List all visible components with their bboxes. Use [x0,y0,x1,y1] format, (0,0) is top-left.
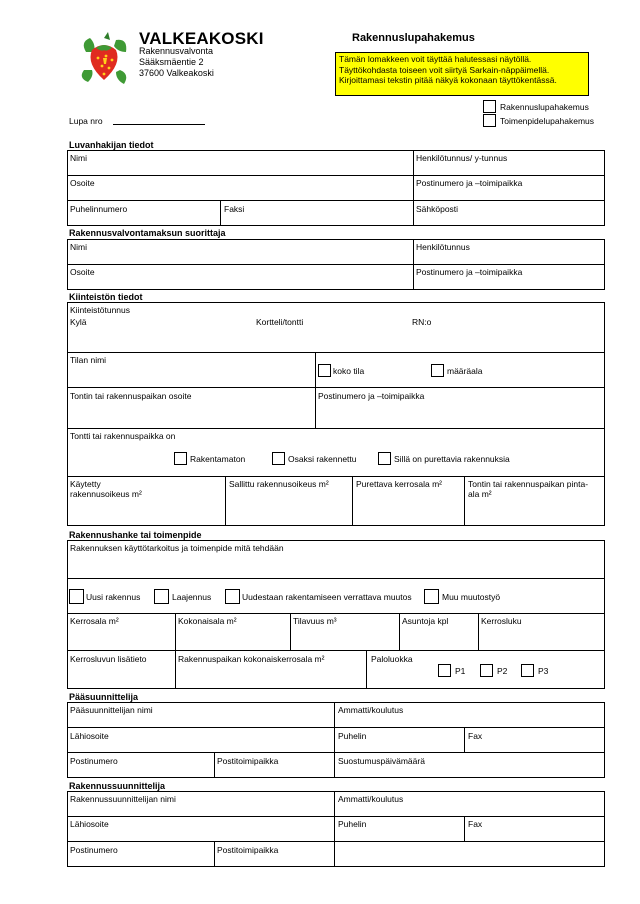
applicant-fax-field[interactable]: Faksi [224,204,245,214]
checkbox-laajennus[interactable] [154,589,169,604]
building-designer-phone-field[interactable]: Puhelin [338,819,367,829]
used-rights-field[interactable] [70,479,142,499]
section-applicant: Luvanhakijan tiedot [69,140,154,150]
form-title: Rakennuslupahakemus [352,32,475,44]
property-block-field[interactable]: Kortteli/tontti [256,317,304,327]
info-line-2: Täyttökohdasta toiseen voit siirtyä Sarkain-näppäimellä. [339,64,550,75]
apartments-field[interactable]: Asuntoja kpl [402,616,449,626]
applicant-phone-field[interactable]: Puhelinnumero [70,204,128,214]
label-purettavia: Sillä on purettavia rakennuksia [394,454,510,464]
label-rakentamaton: Rakentamaton [190,454,246,464]
checkbox-p1[interactable] [438,664,451,677]
label-p3: P3 [538,666,549,676]
used-rights-line-2: rakennusoikeus m² [70,489,142,499]
checkbox-maaraala[interactable] [431,364,444,377]
checkbox-uusi-rakennus[interactable] [69,589,84,604]
label-muu-muutostyo: Muu muutostyö [442,592,501,602]
site-area-field[interactable] [468,479,588,499]
total-area-field[interactable]: Kokonaisala m² [178,616,237,626]
checkbox-koko-tila[interactable] [318,364,331,377]
label-rakennuslupa: Rakennuslupahakemus [500,102,589,112]
floors-field[interactable]: Kerrosluku [481,616,522,626]
lupa-nro-label: Lupa nro [69,116,103,126]
payer-id-field[interactable]: Henkilötunnus [416,242,470,252]
building-designer-name-field[interactable]: Rakennussuunnittelijan nimi [70,794,176,804]
property-address-field[interactable]: Tontin tai rakennuspaikan osoite [70,391,192,401]
label-toimenpidelupa: Toimenpidelupahakemus [500,116,595,126]
purpose-field[interactable]: Rakennuksen käyttötarkoitus ja toimenpide mitä tehdään [70,543,284,553]
applicant-postal-field[interactable]: Postinumero ja –toimipaikka [416,178,523,188]
building-designer-postal-no-field[interactable]: Postinumero [70,845,118,855]
label-laajennus: Laajennus [172,592,212,602]
building-designer-fax-field[interactable]: Fax [468,819,483,829]
used-rights-line-1: Käytetty [70,479,101,489]
building-designer-address-field[interactable]: Lähiosoite [70,819,109,829]
site-total-area-field[interactable]: Rakennuspaikan kokonaiskerrosala m² [178,654,325,664]
farm-name-field[interactable]: Tilan nimi [70,355,107,365]
payer-name-field[interactable]: Nimi [70,242,87,252]
label-maaraala: määräala [447,366,483,376]
applicant-id-field[interactable]: Henkilötunnus/ y-tunnus [416,153,508,163]
building-designer-postal-city-field[interactable]: Postitoimipaikka [217,845,279,855]
payer-postal-field[interactable]: Postinumero ja –toimipaikka [416,267,523,277]
site-area-line-1: Tontin tai rakennuspaikan pinta- [468,479,589,489]
floors-extra-field[interactable]: Kerrosluvun lisätieto [70,654,147,664]
checkbox-rakennuslupa[interactable] [483,100,496,113]
brand-name: VALKEAKOSKI [139,29,264,48]
lupa-nro-field[interactable] [113,124,205,125]
label-koko-tila: koko tila [333,366,365,376]
main-designer-postal-no-field[interactable]: Postinumero [70,756,118,766]
site-area-line-2: ala m² [468,489,492,499]
checkbox-toimenpidelupa[interactable] [483,114,496,127]
info-line-3: Kirjoittamasi tekstin pitää näkyä kokonaan täyttökentässä. [339,75,557,85]
label-osaksi-rakennettu: Osaksi rakennettu [288,454,357,464]
property-rn-field[interactable]: RN:o [412,317,432,327]
section-main-designer: Pääsuunnittelija [69,692,139,702]
main-designer-name-field[interactable]: Pääsuunnittelijan nimi [70,705,153,715]
property-id-field[interactable]: Kiinteistötunnus [70,305,131,315]
checkbox-p2[interactable] [480,664,493,677]
label-p1: P1 [455,666,466,676]
main-designer-profession-field[interactable]: Ammatti/koulutus [338,705,404,715]
property-postal-field[interactable]: Postinumero ja –toimipaikka [318,391,425,401]
label-p2: P2 [497,666,508,676]
main-designer-postal-city-field[interactable]: Postitoimipaikka [217,756,279,766]
label-uusi-rakennus: Uusi rakennus [86,592,141,602]
checkbox-rakentamaton[interactable] [174,452,187,465]
checkbox-purettavia[interactable] [378,452,391,465]
fire-class-label: Paloluokka [371,654,413,664]
checkbox-p3[interactable] [521,664,534,677]
demolish-area-field[interactable]: Purettava kerrosala m² [356,479,442,489]
org-street: Sääksmäentie 2 [139,57,204,67]
checkbox-uudestaan-rakentaminen[interactable] [225,589,240,604]
main-designer-consent-date-field[interactable]: Suostumuspäivämäärä [338,756,425,766]
main-designer-phone-field[interactable]: Puhelin [338,731,367,741]
payer-address-field[interactable]: Osoite [70,267,95,277]
label-uudestaan-rakentaminen: Uudestaan rakentamiseen verrattava muutos [242,592,412,602]
section-building-designer: Rakennussuunnittelija [69,781,166,791]
building-designer-profession-field[interactable]: Ammatti/koulutus [338,794,404,804]
applicant-name-field[interactable]: Nimi [70,153,87,163]
info-line-1: Tämän lomakkeen voit täyttää halutessasi näytöllä. [339,54,532,64]
main-designer-address-field[interactable]: Lähiosoite [70,731,109,741]
floor-area-field[interactable]: Kerrosala m² [70,616,119,626]
applicant-table [67,150,605,226]
section-project: Rakennushanke tai toimenpide [69,530,202,540]
allowed-rights-field[interactable]: Sallittu rakennusoikeus m² [229,479,329,489]
site-status-label: Tontti tai rakennuspaikka on [70,431,176,441]
org-address [139,46,214,79]
instructions-box [335,52,589,96]
volume-field[interactable]: Tilavuus m³ [293,616,337,626]
property-village-field[interactable]: Kylä [70,317,87,327]
org-city: 37600 Valkeakoski [139,68,214,78]
section-payer: Rakennusvalvontamaksun suorittaja [69,228,226,238]
applicant-address-field[interactable]: Osoite [70,178,95,188]
main-designer-fax-field[interactable]: Fax [468,731,483,741]
strawberry-logo [76,30,132,86]
checkbox-muu-muutostyo[interactable] [424,589,439,604]
applicant-email-field[interactable]: Sähköposti [416,204,459,214]
section-property: Kiinteistön tiedot [69,292,143,302]
org-dept: Rakennusvalvonta [139,46,214,56]
checkbox-osaksi-rakennettu[interactable] [272,452,285,465]
